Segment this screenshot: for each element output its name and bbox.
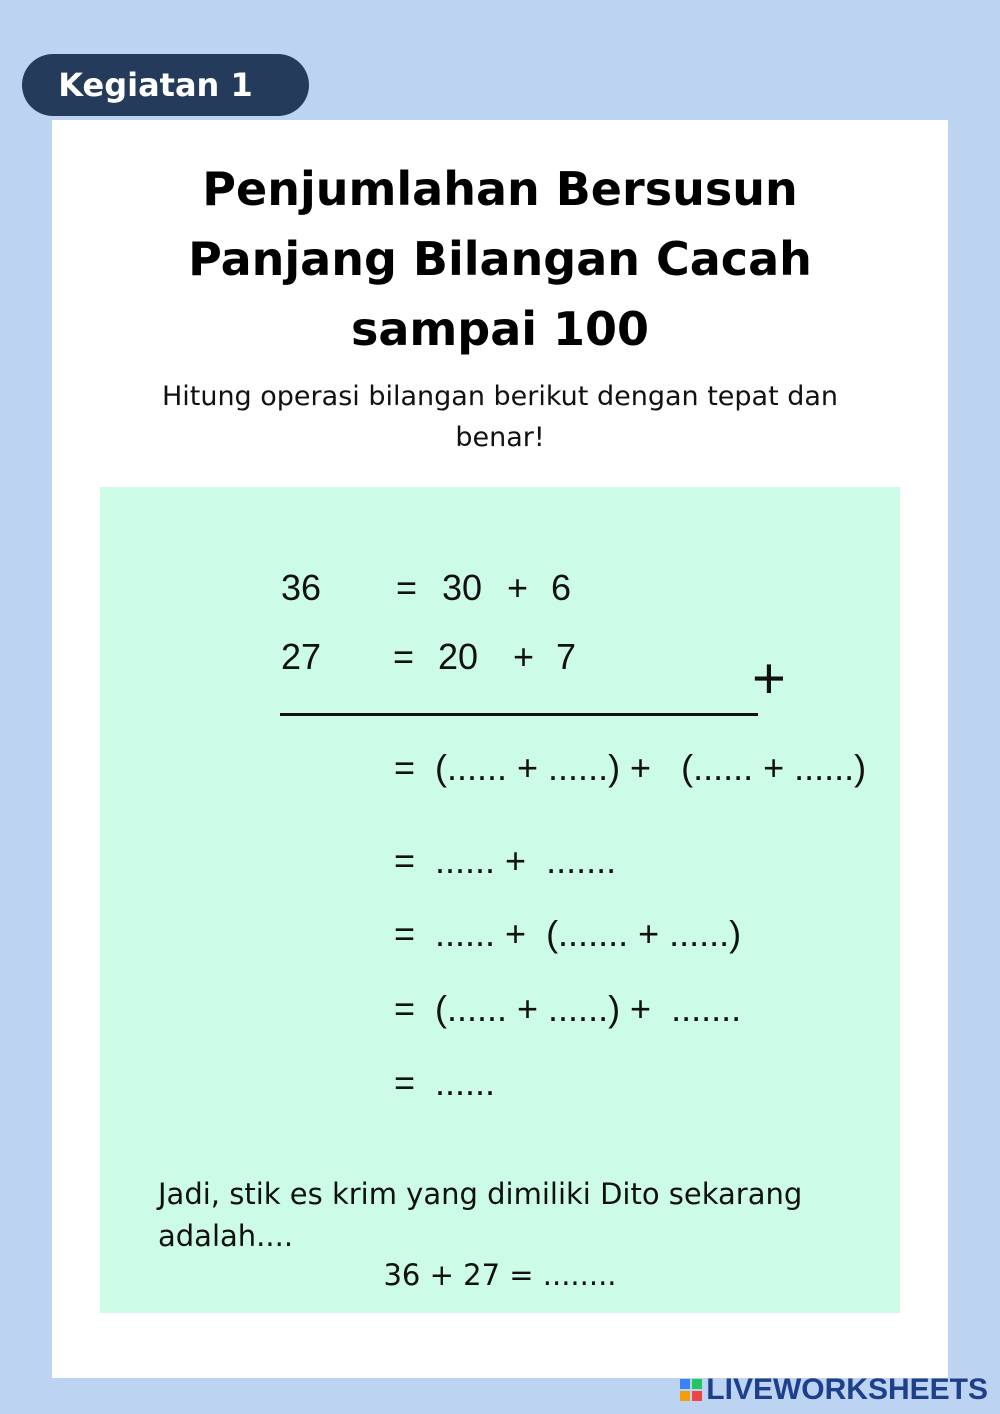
equals-sign: = (396, 567, 418, 608)
step-line-4[interactable]: = (...... + ......) + ....... (394, 988, 742, 1029)
tens-value: 30 (442, 567, 483, 608)
worksheet-title (0, 154, 1000, 364)
equals-sign: = (393, 636, 415, 677)
step-line-5[interactable]: = ...... (394, 1062, 496, 1103)
tens-value: 20 (438, 636, 479, 677)
activity-badge: Kegiatan 1 (22, 54, 309, 116)
step-line-1[interactable]: = (...... + ......) + (...... + ......) (394, 747, 867, 788)
plus-sign: + (513, 636, 535, 677)
step-line-2[interactable]: = ...... + ....... (394, 840, 617, 881)
title-line-2: Panjang Bilangan Cacah (188, 232, 812, 286)
logo-grid-icon (680, 1379, 702, 1401)
title-line-1: Penjumlahan Bersusun (202, 162, 798, 216)
number-36: 36 (281, 567, 322, 608)
conclusion-text: Jadi, stik es krim yang dimiliki Dito sekarang adalah.... (158, 1177, 803, 1253)
sum-line (280, 713, 758, 716)
title-line-3: sampai 100 (350, 302, 650, 356)
addition-operator: + (752, 646, 786, 711)
ones-value: 6 (551, 567, 572, 608)
instruction-text: Hitung operasi bilangan berikut dengan tepat dan benar! (161, 381, 839, 453)
step-line-3[interactable]: = ...... + (....... + ......) (394, 913, 742, 954)
ones-value: 7 (556, 636, 577, 677)
final-equation[interactable]: 36 + 27 = ........ (383, 1258, 617, 1292)
number-27: 27 (281, 636, 322, 677)
plus-sign: + (507, 567, 529, 608)
brand-logo (680, 1372, 988, 1408)
brand-name: LIVEWORKSHEETS (706, 1373, 988, 1406)
